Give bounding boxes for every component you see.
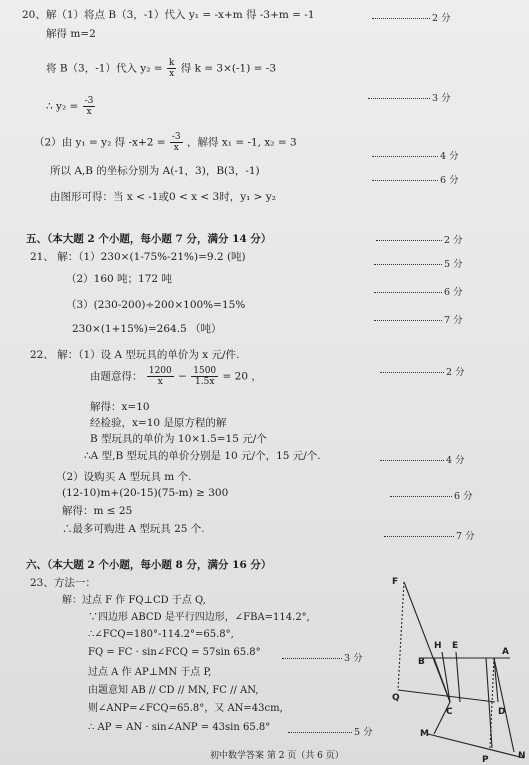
q20-line-5: （2）由 y₁ = y₂ 得 -x+2 = $\frac{-3}{x}$ ，解得 x₁ = -1, x₂ = 3 bbox=[34, 132, 297, 153]
q23-line-7: 由题意知 AB // CD // MN, FC // AN, bbox=[88, 685, 259, 696]
label-F: F bbox=[392, 577, 399, 587]
label-P: P bbox=[482, 755, 489, 765]
q21-line-2: （2）160 吨；172 吨 bbox=[66, 273, 172, 285]
q22-line-8: (12-10)m+(20-15)(75-m) ≥ 300 bbox=[62, 487, 229, 499]
q23-line-2: 解：过点 F 作 FQ⊥CD 于点 Q, bbox=[62, 595, 206, 606]
q20-line-6: 所以 A,B 的坐标分别为 A(-1，3)，B(3，-1) bbox=[50, 165, 260, 177]
q22-score-2: 4 分 bbox=[380, 452, 465, 466]
fraction: $\frac{1500}{1.5x}$ bbox=[193, 366, 217, 387]
geometry-figure bbox=[390, 572, 529, 765]
q20-line-3: 将 B（3，-1）代入 y₂ = $\frac{k}{x}$ 得 k = 3×(-1) = -3 bbox=[46, 58, 277, 79]
q21-score-1: 5 分 bbox=[374, 256, 463, 270]
page-footer: 初中数学答案 第 2 页（共 6 页） bbox=[210, 751, 344, 761]
q21-line-3: （3）(230-200)÷200×100%=15% bbox=[66, 299, 246, 311]
label-A: A bbox=[502, 647, 509, 657]
fraction: $\frac{k}{x}$ bbox=[168, 58, 175, 79]
label-M: M bbox=[420, 729, 429, 739]
q22-line-4: 经检验，x=10 是原方程的解 bbox=[90, 417, 227, 429]
q23-score-1: 3 分 bbox=[282, 650, 363, 664]
label-N: N bbox=[518, 751, 526, 761]
q21-score-2: 6 分 bbox=[374, 284, 463, 298]
section-5-score: 2 分 bbox=[376, 232, 463, 246]
q20-score-2: 3 分 bbox=[368, 90, 451, 104]
q23-line-9: ∴ AP = AN · sin∠ANP = 43sin 65.8° bbox=[88, 722, 271, 733]
q22-score-4: 7 分 bbox=[384, 528, 475, 542]
figure-labels bbox=[392, 577, 526, 765]
q20-line-7: 由图形可得：当 x < -1或0 < x < 3时，y₁ > y₂ bbox=[50, 191, 276, 203]
q22-line-2: 由题意得： $\frac{1200}{x}$ − $\frac{1500}{1.5x}$ = 20 ， bbox=[90, 366, 262, 387]
q21-score-3: 7 分 bbox=[374, 312, 463, 326]
q23-line-8: 则∠ANP=∠FCQ=65.8°，又 AN=43cm, bbox=[88, 703, 283, 714]
q22-line-10: ∴最多可购进 A 型玩具 25 个. bbox=[62, 523, 205, 535]
q22-line-6: ∴A 型,B 型玩具的单价分别是 10 元/个，15 元/个. bbox=[84, 450, 321, 462]
label-B: B bbox=[418, 657, 425, 667]
q20-score-3: 4 分 bbox=[372, 148, 459, 162]
label-C: C bbox=[446, 707, 453, 717]
q22-line-1: 22、 解：（1）设 A 型玩具的单价为 x 元/件. bbox=[30, 349, 240, 361]
q23-line-5: FQ = FC · sin∠FCQ = 57sin 65.8° bbox=[88, 647, 261, 658]
q22-line-9: 解得：m ≤ 25 bbox=[62, 505, 133, 517]
q21-line-1: 21、 解：（1）230×(1-75%-21%)=9.2 (吨) bbox=[30, 251, 246, 263]
fraction: $\frac{-3}{x}$ bbox=[171, 132, 181, 153]
section-6-header: 六、（本大题 2 个小题，每小题 8 分，满分 16 分） bbox=[26, 559, 272, 571]
q20-line-2: 解得 m=2 bbox=[46, 28, 96, 40]
q23-score-2: 5 分 bbox=[288, 724, 373, 738]
fraction: $\frac{1200}{x}$ bbox=[148, 366, 172, 387]
q20-score-4: 6 分 bbox=[372, 172, 459, 186]
fraction: $\frac{-3}{x}$ bbox=[84, 96, 94, 117]
q21-line-4: 230×(1+15%)=264.5 （吨） bbox=[72, 323, 222, 335]
label-H: H bbox=[434, 641, 442, 651]
q22-score-3: 6 分 bbox=[390, 488, 473, 502]
label-E: E bbox=[452, 641, 459, 651]
section-5-header: 五、（本大题 2 个小题，每小题 7 分，满分 14 分） bbox=[26, 233, 272, 245]
q20-line-1: 20、解（1）将点 B（3，-1）代入 y₁ = -x+m 得 -3+m = -1 bbox=[22, 9, 315, 21]
label-D: D bbox=[498, 707, 506, 717]
q22-score-1: 2 分 bbox=[380, 364, 465, 378]
q23-line-4: ∴∠FCQ=180°-114.2°=65.8°, bbox=[88, 629, 234, 640]
q23-line-3: ∵四边形 ABCD 是平行四边形，∠FBA=114.2°, bbox=[88, 612, 310, 623]
q22-line-3: 解得：x=10 bbox=[90, 401, 150, 413]
q23-line-6: 过点 A 作 AP⊥MN 于点 P, bbox=[88, 667, 212, 678]
q23-line-1: 23、方法一： bbox=[30, 577, 96, 589]
q20-score-1: 2 分 bbox=[372, 10, 451, 24]
label-Q: Q bbox=[392, 693, 400, 703]
q22-line-5: B 型玩具的单价为 10×1.5=15 元/个 bbox=[90, 433, 267, 445]
q20-line-4: ∴ y₂ = $\frac{-3}{x}$ bbox=[46, 96, 94, 117]
q22-line-7: （2）设购买 A 型玩具 m 个. bbox=[56, 471, 192, 483]
